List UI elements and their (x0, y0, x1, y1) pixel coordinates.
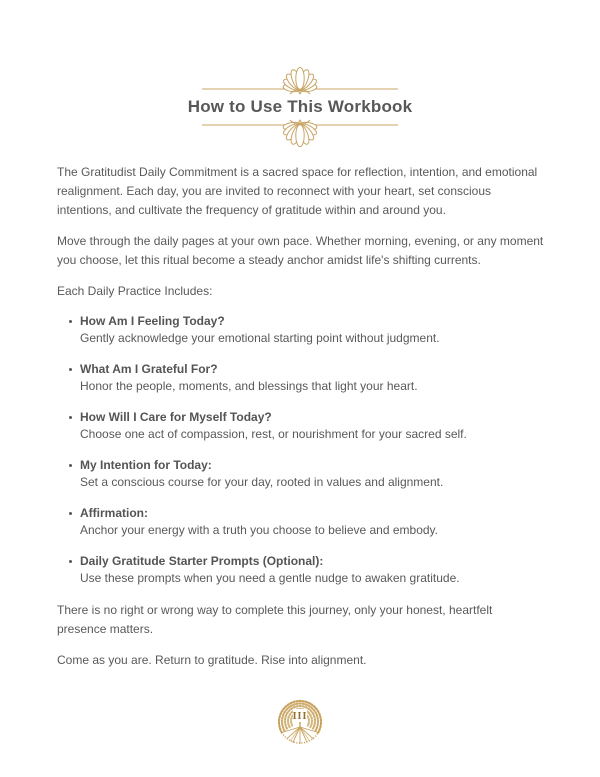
item-heading: How Am I Feeling Today? (80, 314, 225, 328)
page-number: III (292, 711, 308, 722)
list-item (57, 409, 545, 443)
item-heading: My Intention for Today: (80, 458, 212, 472)
list-item (57, 505, 545, 539)
list-intro: Each Daily Practice Includes: (57, 284, 213, 298)
page-header (0, 64, 600, 150)
page-number-badge (276, 698, 324, 748)
closing-paragraph: There is no right or wrong way to complete this journey, only your honest, heartfelt presence matters. (57, 603, 493, 636)
lotus-ornament-top-icon (202, 64, 398, 96)
item-description: Gently acknowledge your emotional starting point without judgment. (80, 331, 440, 345)
item-description: Use these prompts when you need a gentle nudge to awaken gratitude. (80, 571, 460, 585)
page-title: How to Use This Workbook (187, 97, 413, 116)
item-heading: What Am I Grateful For? (80, 362, 218, 376)
item-heading: Daily Gratitude Starter Prompts (Optional): (80, 554, 324, 568)
item-description: Choose one act of compassion, rest, or nourishment for your sacred self. (80, 427, 467, 441)
list-item (57, 313, 545, 347)
item-description: Set a conscious course for your day, rooted in values and alignment. (80, 475, 444, 489)
item-heading: How Will I Care for Myself Today? (80, 410, 272, 424)
intro-paragraph: Move through the daily pages at your own pace. Whether morning, evening, or any moment you choose, let this ritual become a steady anchor amidst life's shifting currents. (57, 234, 544, 267)
practice-list (57, 313, 545, 587)
item-description: Honor the people, moments, and blessings that light your heart. (80, 379, 418, 393)
lotus-ornament-bottom-icon (202, 118, 398, 150)
closing-paragraph: Come as you are. Return to gratitude. Rise into alignment. (57, 653, 367, 667)
list-item (57, 457, 545, 491)
list-item (57, 553, 545, 587)
tree-of-life-icon (276, 698, 324, 748)
item-description: Anchor your energy with a truth you choose to believe and embody. (80, 523, 438, 537)
list-item (57, 361, 545, 395)
body-copy (57, 163, 545, 682)
intro-paragraph: The Gratitudist Daily Commitment is a sacred space for reflection, intention, and emotional realignment. Each day, you are invited to reconnect with your heart, set conscious intentions, and cultivate the frequency of gratitude within and around you. (57, 165, 538, 217)
item-heading: Affirmation: (80, 506, 148, 520)
